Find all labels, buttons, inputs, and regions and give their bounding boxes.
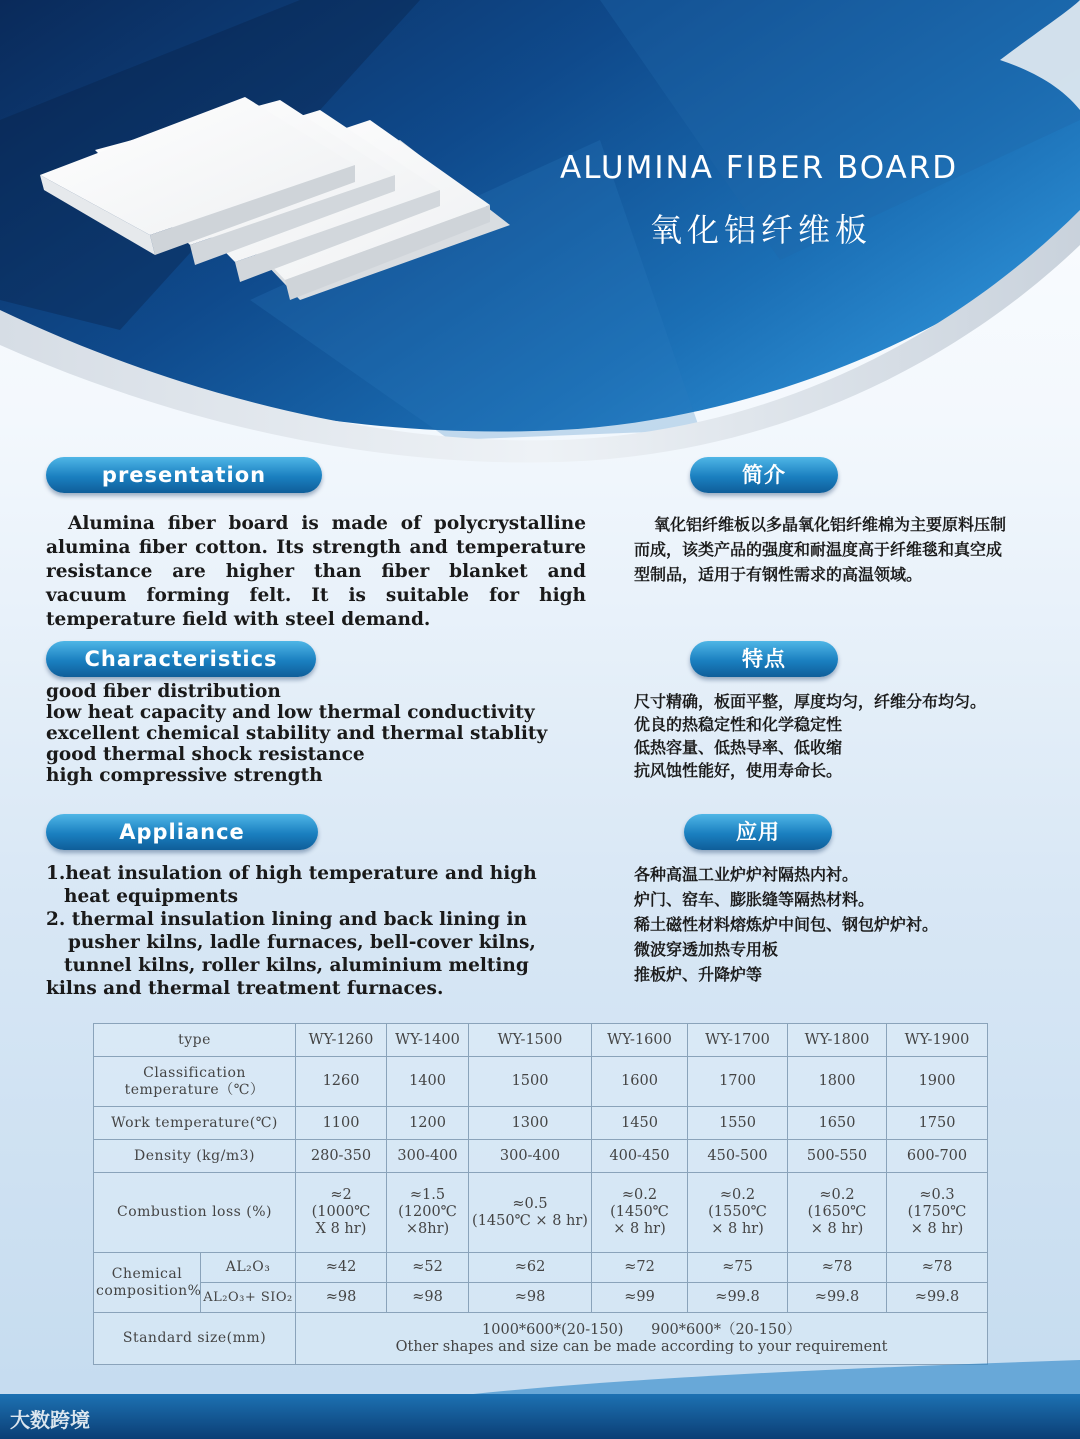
table-cell: 1650 (788, 1107, 887, 1140)
list-item: 抗风蚀性能好，使用寿命长。 (634, 761, 843, 780)
cell-line: (1650℃ (807, 1204, 867, 1220)
table-cell: ≈99.8 (887, 1283, 988, 1313)
row-label-density: Density (kg/m3) (94, 1140, 296, 1173)
table-cell (592, 1173, 688, 1253)
cell-line: ≈0.3 (919, 1187, 955, 1203)
list-item: excellent chemical stability and thermal stablity (46, 723, 548, 744)
table-row (94, 1313, 988, 1365)
table-header-model: WY-1800 (788, 1024, 887, 1057)
footer-band (0, 1394, 1080, 1439)
table-cell: 1800 (788, 1057, 887, 1107)
table-cell: ≈99.8 (688, 1283, 788, 1313)
table-cell: ≈99 (592, 1283, 688, 1313)
cell-line: ≈1.5 (409, 1187, 446, 1203)
row-label-line: temperature（℃） (124, 1081, 265, 1098)
row-label-standard-size: Standard size(mm) (94, 1313, 296, 1365)
list-item: 推板炉、升降炉等 (634, 965, 763, 984)
table-cell-standard-size (296, 1313, 988, 1365)
table-cell: ≈99.8 (788, 1283, 887, 1313)
table-cell: ≈62 (469, 1253, 592, 1283)
cell-line: (1750℃ (907, 1204, 967, 1220)
row-label-chemical-composition (94, 1253, 201, 1313)
table-cell: 1200 (387, 1107, 469, 1140)
cell-line: × 8 hr) (810, 1221, 864, 1237)
table-cell: ≈98 (469, 1283, 592, 1313)
cell-line: Other shapes and size can be made according to your requirement (395, 1338, 888, 1355)
page-title: ALUMINA FIBER BOARD (560, 150, 959, 186)
table-cell (387, 1173, 469, 1253)
table-cell: 1500 (469, 1057, 592, 1107)
table-cell: ≈78 (788, 1253, 887, 1283)
table-cell: 500-550 (788, 1140, 887, 1173)
characteristics-heading: Characteristics (46, 641, 316, 677)
list-item: 1.heat insulation of high temperature and high (46, 863, 537, 884)
list-item: 低热容量、低热导率、低收缩 (634, 738, 843, 757)
table-cell: 1300 (469, 1107, 592, 1140)
table-cell: 600-700 (887, 1140, 988, 1173)
watermark: 大数跨境 (10, 1408, 90, 1432)
list-item: heat equipments (64, 886, 239, 907)
row-label-classification (94, 1057, 296, 1107)
cell-line: (1450℃ × 8 hr) (472, 1212, 588, 1229)
table-cell: 1260 (296, 1057, 387, 1107)
intro-cn-text: 氧化铝纤维板以多晶氧化铝纤维棉为主要原料压制而成，该类产品的强度和耐温度高于纤维毯和真空成型制品，适用于有钢性需求的高温领域。 (634, 515, 1007, 584)
table-cell: ≈42 (296, 1253, 387, 1283)
features-cn-heading: 特点 (690, 641, 838, 677)
appliance-list (46, 862, 606, 1000)
list-item: kilns and thermal treatment furnaces. (46, 978, 444, 999)
cell-line: ≈0.2 (819, 1187, 855, 1203)
cell-line: X 8 hr) (315, 1221, 367, 1237)
cell-line: ×8hr) (405, 1221, 450, 1237)
row-label-line: Classification (143, 1064, 246, 1081)
table-cell: ≈98 (296, 1283, 387, 1313)
table-cell: 1100 (296, 1107, 387, 1140)
table-cell (887, 1173, 988, 1253)
table-cell: ≈75 (688, 1253, 788, 1283)
table-cell: 1400 (387, 1057, 469, 1107)
cell-line: ≈0.2 (719, 1187, 756, 1203)
list-item: 优良的热稳定性和化学稳定性 (634, 715, 843, 734)
list-item: high compressive strength (46, 765, 323, 786)
row-label-al2o3-sio2: AL₂O₃+ SIO₂ (201, 1283, 296, 1313)
table-cell: 300-400 (469, 1140, 592, 1173)
table-cell: ≈98 (387, 1283, 469, 1313)
list-item: 各种高温工业炉炉衬隔热内衬。 (634, 865, 859, 884)
table-header-model: WY-1400 (387, 1024, 469, 1057)
list-item: low heat capacity and low thermal conductivity (46, 702, 535, 723)
list-item: 微波穿透加热专用板 (634, 940, 779, 959)
table-cell: ≈72 (592, 1253, 688, 1283)
list-item: 炉门、窑车、膨胀缝等隔热材料。 (634, 890, 875, 909)
list-item: 稀土磁性材料熔炼炉中间包、钢包炉炉衬。 (634, 915, 939, 934)
characteristics-list (46, 681, 606, 786)
cell-line: (1450℃ (610, 1204, 669, 1220)
table-header-type: type (94, 1024, 296, 1057)
table-cell: 1600 (592, 1057, 688, 1107)
table-cell: 1550 (688, 1107, 788, 1140)
row-label-line: Chemical (111, 1265, 183, 1282)
intro-cn-heading: 简介 (690, 457, 838, 493)
table-cell: 400-450 (592, 1140, 688, 1173)
table-header-model: WY-1500 (469, 1024, 592, 1057)
table-cell: ≈78 (887, 1253, 988, 1283)
list-item: good thermal shock resistance (46, 744, 365, 765)
table-cell: 300-400 (387, 1140, 469, 1173)
application-cn-heading: 应用 (684, 814, 832, 850)
row-label-work-temperature: Work temperature(℃) (94, 1107, 296, 1140)
table-header-model: WY-1700 (688, 1024, 788, 1057)
cell-line: (1550℃ (708, 1204, 767, 1220)
table-cell: 1750 (887, 1107, 988, 1140)
row-label-al2o3: AL₂O₃ (201, 1253, 296, 1283)
table-cell (469, 1173, 592, 1253)
list-item: 2. thermal insulation lining and back lining in (46, 909, 527, 930)
table-cell: 280-350 (296, 1140, 387, 1173)
table-row (94, 1024, 988, 1057)
cell-line: ≈2 (330, 1187, 352, 1203)
cell-line: (1000℃ (311, 1204, 371, 1220)
features-cn-list (634, 690, 1064, 782)
table-row (94, 1173, 988, 1253)
cell-line: (1200℃ (398, 1204, 457, 1220)
cell-line: × 8 hr) (910, 1221, 964, 1237)
table-row (94, 1253, 988, 1283)
table-cell: 1900 (887, 1057, 988, 1107)
list-item: pusher kilns, ladle furnaces, bell-cover kilns, (68, 932, 536, 953)
application-cn-list (634, 862, 1064, 987)
table-cell: 1450 (592, 1107, 688, 1140)
table-row (94, 1057, 988, 1107)
table-row (94, 1283, 988, 1313)
cell-line: × 8 hr) (711, 1221, 764, 1237)
cell-line: ≈0.5 (512, 1195, 548, 1212)
presentation-text: Alumina fiber board is made of polycrystalline alumina fiber cotton. Its strength and temperature resistance are higher than fiber blanket and vacuum forming felt. It is suitable for high temperature field with steel demand. (46, 513, 586, 630)
table-cell: 450-500 (688, 1140, 788, 1173)
table-cell: ≈52 (387, 1253, 469, 1283)
table-cell (788, 1173, 887, 1253)
row-label-line: composition% (96, 1282, 202, 1299)
list-item: tunnel kilns, roller kilns, aluminium melting (64, 955, 529, 976)
row-label-combustion-loss: Combustion loss (%) (94, 1173, 296, 1253)
presentation-heading: presentation (46, 457, 322, 493)
page-title-cn: 氧化铝纤维板 (650, 211, 873, 249)
table-cell (688, 1173, 788, 1253)
table-header-model: WY-1900 (887, 1024, 988, 1057)
spec-table (93, 1023, 988, 1365)
table-header-model: WY-1260 (296, 1024, 387, 1057)
list-item: good fiber distribution (46, 681, 281, 702)
cell-line: 1000*600*(20-150) 900*600*（20-150） (482, 1321, 801, 1338)
table-header-model: WY-1600 (592, 1024, 688, 1057)
list-item: 尺寸精确，板面平整，厚度均匀，纤维分布均匀。 (634, 692, 987, 711)
cell-line: × 8 hr) (613, 1221, 666, 1237)
table-cell (296, 1173, 387, 1253)
table-cell: 1700 (688, 1057, 788, 1107)
appliance-heading: Appliance (46, 814, 318, 850)
table-row (94, 1107, 988, 1140)
cell-line: ≈0.2 (621, 1187, 658, 1203)
table-row (94, 1140, 988, 1173)
